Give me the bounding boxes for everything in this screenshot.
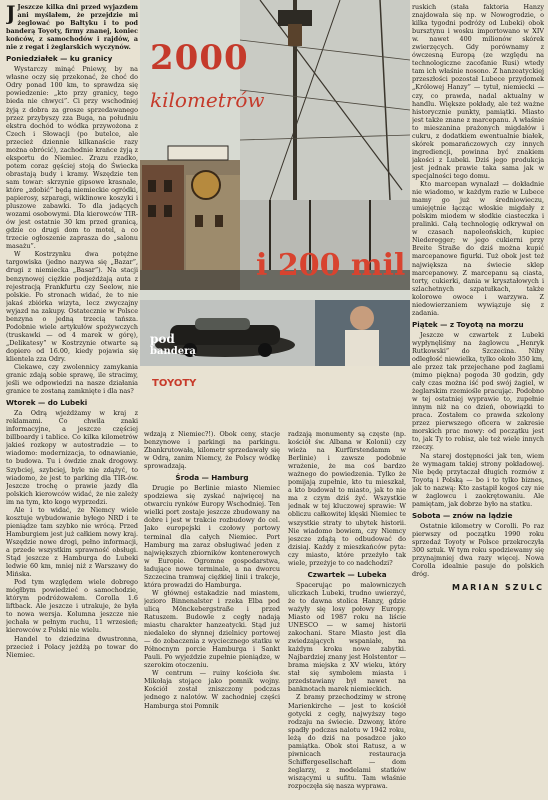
paragraph: W Kostrzynku dwa potężne targowiska (jedno nazywa się „Bazar”, drugi z niemiecka „Basar”). Na stacji benzynowej ciężkie podjeżdżają auta z rejestracją Frankfurtu czy Seelow, nie polskie. Po stronach widać, że to nie jakaś zbiórka wizyta, lecz zwyczajny wyjazd na zakupy. Ostatecznie w Polsce benzyna o jedną trzecią tańsza. Podobnie wiele artykułów spożywczych (truskawki — od 4 marek w górę), „Delikatesy” w Kostrzynie otwarte są dopiero od 16.00, kiedy pojawia się klientela zza Odry. — [6, 250, 138, 363]
paragraph: W centrum — ruiny kościoła św. Mikołaja stojące jako pomnik wojny. Kościół został zniszczony podczas jednego z nalotów. W zachodniej części Hamburga stoi Pomnik — [144, 669, 280, 710]
paragraph: Ale i to widać, że Niemcy wiele kosztuje wybudowanie byłego NRD i te pieniądze tam szybko nie wrócą. Przed Hamburgiem jest już całkiem nowy kraj. Wszędzie nowe drogi, pełno informacji, a przede wszystkim sprawność obsługi. Stąd jeszcze z Hamburga do Lubeki ledwie 60 km, mniej niż z Warszawy do Mińska. — [6, 505, 138, 579]
paragraph: Ostatnie kilometry w Corolli. Po raz pierwszy od początku 1990 roku sprzedaż Toyoty w Polsce przekroczyła 300 sztuk. W tym roku spodziewamy się przynajmniej dwa razy więcej. Nowa Corolla idealnie pasuje do polskich dróg. — [412, 521, 544, 579]
paragraph: wdzają z Niemiec?!). Obok ceny, stacje benzynowe i parkingi na parkingu. Zbankrutowała, kilometr sprzedawały się w Odrą, zanim Niemcy, że Polscy wódkę sprowadzają. — [144, 430, 280, 471]
author-signature: MARIAN SZULC — [452, 583, 544, 593]
column-4 — [412, 3, 544, 795]
headline-kilometers: kilometrów — [150, 88, 265, 112]
column-3 — [288, 430, 406, 796]
paragraph: ruskich (stała faktoria Hanzy znajdowała się np. w Nowogrodzie, o kilka tygodni podróży od Lubeki) obok bursztynu i wosku importowano w XIV w. nawet 400 milionów skórek zwierzęcych. Gdy porównamy z ówczesną Europą (ze względu na technologiczne zacofanie Rusi) wtedy tam ich właśnie nosono. Z hanzeatyckiej przeszłości pozostał Lubece przydomek „Królowej Hanzy” — tytuł, niemiecki — czy, co prawda, nadal aktualny w handlu. Większe pokłady, ale też ważne historycznie punkty, pamiątki. Miasto jest także znane z marcepanu. A właśnie to mieszanina prażonych migdałów i cukru, z dodatkiem ewentualnie białek, skórek pomarańczowych czy innych ingrediencji, powinna być znakiem jakości z Lubeki. Dziś jego produkcja jest jednak prawie taka sama jak w specjalności tego domu. — [412, 3, 544, 180]
section-heading: Sobota — znów na lądzie — [412, 510, 513, 520]
column-2 — [144, 430, 280, 796]
paragraph: W głównej estakadzie nad miastem, jezioro Binnenalster i rzeka Elba pod ulicą Mönckebergstraße i przed Ratuszem. Budowle z cegły nadają miastu charakter hanzeatycki. Stąd już niedaleko do słynnej dzielnicy portowej — do zobaczenia z wyciecznego statku w Północnym porcie Hamburga i Sankt Pauli. Po wyjeździe zupełnie pieniądze, w szerokim otoczeniu. — [144, 588, 280, 670]
paragraph: Ciekawe, czy zwolennicy zamykania granic zdają sobie sprawę, ile stracimy, jeśli we odpowiedzi na nasze działania granice te zostaną zamknięte i dla nas? — [6, 363, 138, 396]
column-1 — [6, 3, 138, 795]
paragraph: Kto marcepan wynalazł — dokładnie nie wiadomo, w każdym razie w Lubece mamy go już w średniowieczu, umiejętnie łącząc włoskie migdały z polskim miodem w słodkie ciasteczka i pralinki. Całą technologię odkrywał on w czasach napoleońskich, kupiec Niederegger; w jego cukierni przy Breite Straße do dziś można kupić marcepanowe figurki. Tuż obok jest też największa na świecie sklep marcepanowy. Z marcepanu są ciasta, torty, cukierki, dania w kryształowych i szlachetnych szpatułkach, także kolorowe owoce i warzywa. Z niedowierzaniem wywiązuje się z zadania. — [412, 180, 544, 317]
headline-number: 2000 — [150, 38, 249, 78]
paragraph: Wystarczy minąć Pniewy, by na własne oczy się przekonać, że choć do Odry ponad 100 km, to sprawdza się powiedzenie: „kto przy granicy, tego bieda nie chwyci”. Ci przy wschodniej żyją z dobra za grosze sprzedawanego przez przybyszy zza Buga, na południu ekstra dochód to wódka przywożona z Czech i Słowacji (po butelce, ale przecież dziennie kilkanaście razy można obrócić), zachodnie krańce żyją z eksportu do Niemiec. Zrazu rzadko, potem coraz gęściej stoją do Świecka obrastają budy i kramy. Wszędzie ten sam towar: skrzynie gipsowe krasnale, które „zdobić” będą niemieckie ogródki, papierosy, szparagi, wiklinowe koszyki i pluszowe zabawki. To dla jadących wozami osobowymi. Dla kierowców TIR-ów jest ostatnie 30 km przed granicą, gdzie co drugi dom to motel, a co trzecie ogłoszenie zaprasza do „salonu masażu”. — [6, 65, 138, 251]
paragraph: Z bramy przechodzimy w stronę Marienkirche — jest to kościół gotycki z cegły, najwyższy tego rodzaju na świecie. Dzwony, które spadły podczas nalotu w 1942 roku, leżą do dziś na posadzce jako pamiątka. Obok stoi Ratusz, a w piwnicach restauracja Schiffergesellschaft — dom żeglarzy, z modelami statków wiszącymi u sufitu. Tam właśnie rozpoczęła się nasza wyprawa. — [288, 693, 406, 790]
section-heading: Środa — Hamburg — [175, 473, 249, 483]
paragraph: Handel to dziedzina dwustronna, przecież i Polacy jeżdżą po towar do Niemiec. — [6, 634, 138, 659]
paragraph: Drugie po Berlinie miasto Niemiec spodziewa się zyskać najwięcej na otwarciu rynków Europy Wschodniej. Ten wielki port zostaje jeszcze zbudowany na dobre i jest w trakcie rozbudowy do cel. Jako europejski i czołowy portowy terminal dla całych Niemiec. Port Hamburg ma zaraz obsługiwać jeden z największych zbiorników kontenerowych w Europie. Ogromne gospodarstwa, ładujące nowe terminale, a na dworcu Szczecina tramwaj ciężkiej linii i trakcje, która prowadzi do Hamburga. — [144, 484, 280, 589]
headline-pod: pod — [150, 332, 175, 346]
intro-paragraph — [6, 3, 138, 51]
headline-bandera: banderą — [150, 346, 196, 357]
section-heading: Czwartek — Lubeka — [307, 569, 387, 579]
paragraph: Jeszcze w czwartek z Lubeki wypłynęliśmy na żaglowcu „Henryk Rutkowski” do Szczecina. Niby odległość niewielka, tylko około 350 km, ale przez tak przejechane pod żaglami (mimo piękna) pogoda 30 godzin, gdy cały czas można iść pod swój żagiel, w żeglarskim rzemiośle pracując. Podobno w tej ostatniej wyprawie to, zupełnie innym niż na co dzień, obowiązki to praca. Zostałem co prawda szkolony przez pierwszego oficera w zakresie morskich prac mowy: od początku jest to, jak Ty to robisz, ale też wiele innych rzeczy. — [412, 330, 544, 452]
paragraph: radzają monumenty są częste (np. kościół św. Albana w Kolonii) czy wieża na Kurfürstendamm w Berlinie) i zawsze podobnie wrażenie, że ma coś bardzo ważnego do powiedzenia. Tylko że pomijają zupełnie, kto tu mieszkał, a kto budował to miasto, jak to nie ma z czym dziś żyć. Wszystkie jednak w tej kluczowej sprawie: W obliczu całkowitej klęski Niemiec te wszystkie straty to ubytek historii. Nie wiadomo bowiem, czy Niemcy jeszcze zdążą to odbudować do dzisiaj. Każdy z mieszkańców pyta: czy miasto, które przeżyło tak wiele, przeżyje to co nadchodzi? — [288, 430, 406, 567]
paragraph: Na starej dostępności jak ten, wiem że wymagam takiej strony pokładowej. Nie będę przytaczał długich rozmów z Toyotą i Polską — bo i to tylko biznes, jak to nazwą: Kto zastąpił kogoś czy nie w żaglowcu i zaokrętowaniu. Ale pamiętam, jak dobrze było na statku. — [412, 451, 544, 508]
drop-cap: J — [6, 3, 16, 25]
paragraph: Pod tym względem wiele dobrego mógłbym powiedzieć o samochodzie, którym podróżowałem. Corolla 1.6 liftback. Ale jeszcze i utrakuje, że była to nowa wersja. Kolumna jeszcze nie jechała w pełnym ruchu, 11 wrzesień; kierowców z Polski nie wielu. — [6, 578, 138, 635]
headline-miles: i 200 mil — [256, 248, 406, 283]
section-heading: Poniedziałek — ku granicy — [6, 54, 113, 64]
section-heading: Wtorek — do Lubeki — [6, 398, 88, 408]
section-heading: Piątek — z Toyotą na morzu — [412, 319, 524, 329]
paragraph: Za Odrą wjeżdżamy w kraj z reklamami. Co chwila znaki informacyjne, a jeszcze częściej billboardy i tablice. Co kilka kilometrów jakieś rozkopy w autostradzie — to wiadomo: modernizacja, to odnawianie, to budowa. Tu i ówdzie znak drogowy. Szybciej, szybciej, byle nie zdążyć, to wiadomo, że jest to parking dla TIR-ów. Jeszcze trochę o prawie jazdy dla polskich kierowców widać, że nie zależy im na tym, kto kogo wyprzedzi. — [6, 409, 138, 506]
headline-toyota: TOYOTY — [152, 378, 197, 389]
paragraph: Spacerując po malowniczych uliczkach Lubeki, trudno uwierzyć, że to dawna stolica Hanzy, gdzie ważyły się losy połowy Europy. Miasto od 1987 roku na liście UNESCO — w samej historii zakochani. Stare Miasto jest dla zwiedzających wspaniałe, na każdym kroku nowe zabytki. Najbardziej znany jest Holstentor — brama miejska z XV wieku, który stał się symbolem miasta i przedstawiany był nawet na banknotach marek niemieckich. — [288, 580, 406, 694]
intro-text: Jeszcze kilka dni przed wyjazdem ani myślałem, że przejdzie mi żeglować po Bałtyku i to pod banderą Toyoty, firmy znanej, koniec końców, z samochodów i rajdów, a nie z regat i żeglarskich wyczynów. — [6, 3, 138, 52]
